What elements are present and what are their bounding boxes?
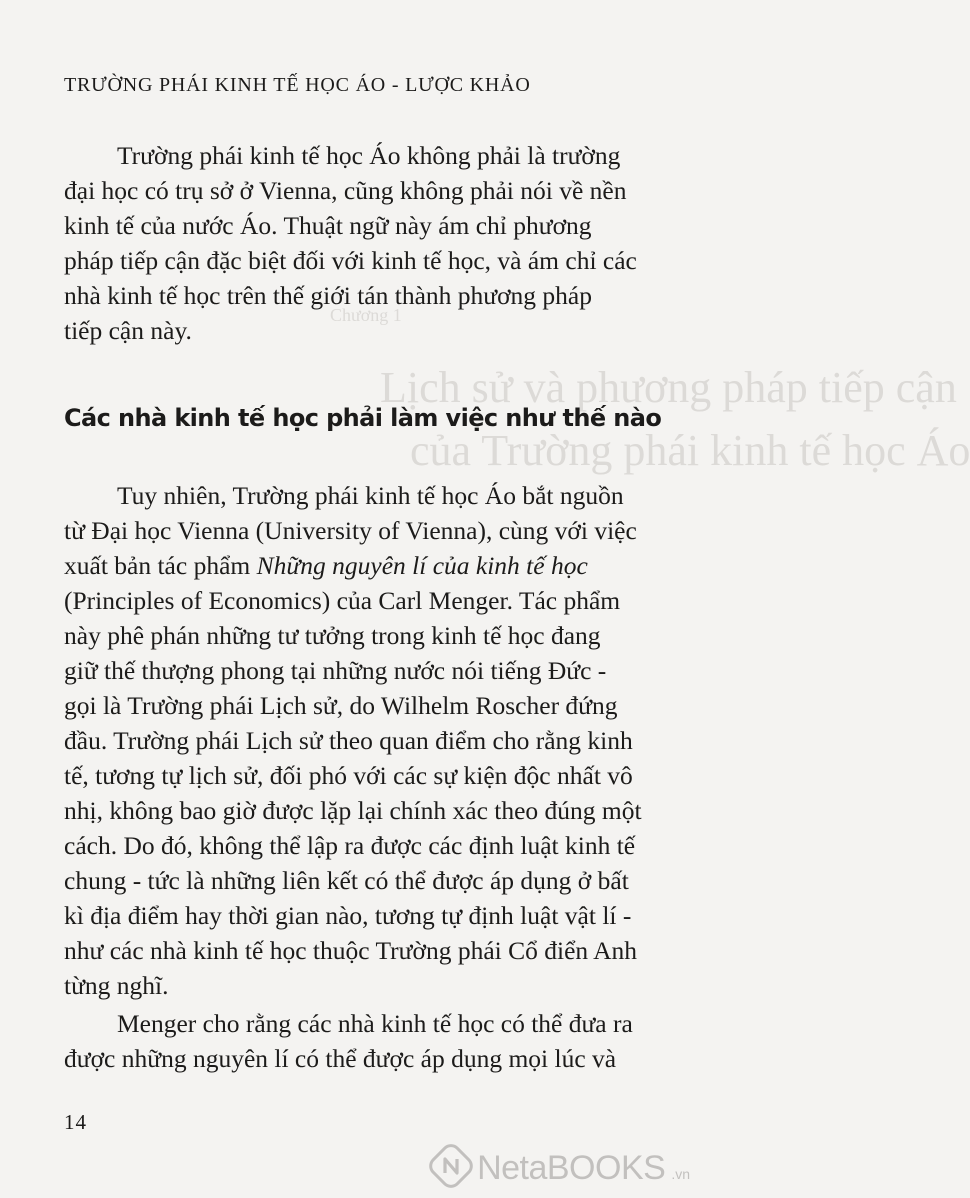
text-line: như các nhà kinh tế học thuộc Trường phái Cổ điển Anh (64, 936, 638, 965)
paragraph-menger (64, 1006, 688, 1076)
text-line: từng nghĩ. (64, 971, 169, 1000)
text-line: Menger cho rằng các nhà kinh tế học có thể đưa ra (117, 1009, 633, 1038)
text-line: được những nguyên lí có thể được áp dụng mọi lúc và (64, 1044, 617, 1073)
text-line: Trường phái kinh tế học Áo không phải là trường (117, 141, 621, 170)
text-line: kì địa điểm hay thời gian nào, tương tự định luật vật lí - (64, 901, 632, 930)
bleed-title-line-1: Lịch sử và phương pháp tiếp cận (380, 363, 957, 412)
text-line: nhị, không bao giờ được lặp lại chính xác theo đúng một (64, 796, 642, 825)
watermark (431, 1146, 690, 1190)
text-line: tiếp cận này. (64, 316, 192, 345)
text-line: pháp tiếp cận đặc biệt đối với kinh tế học, và ám chỉ các (64, 246, 637, 275)
text-line: tế, tương tự lịch sử, đối phó với các sự kiện độc nhất vô (64, 761, 633, 790)
page-number: 14 (64, 1110, 87, 1134)
text-line: chung - tức là những liên kết có thể được áp dụng ở bất (64, 866, 629, 895)
text-line: (Principles of Economics) của Carl Menger. Tác phẩm (64, 586, 621, 615)
bleed-title-line-2: của Trường phái kinh tế học Áo (410, 426, 970, 475)
text-line: cách. Do đó, không thể lập ra được các định luật kinh tế (64, 831, 636, 860)
text-line-prefix: xuất bản tác phẩm (64, 551, 257, 580)
section-heading: Các nhà kinh tế học phải làm việc như thế nào (64, 404, 662, 432)
text-line: từ Đại học Vienna (University of Vienna), cùng với việc (64, 516, 637, 545)
text-line: gọi là Trường phái Lịch sử, do Wilhelm Roscher đứng (64, 691, 618, 720)
text-line: nhà kinh tế học trên thế giới tán thành phương pháp (64, 281, 593, 310)
bleed-chapter-label: Chương 1 (330, 305, 402, 325)
text-line: giữ thế thượng phong tại những nước nói tiếng Đức - (64, 656, 607, 685)
text-line: Tuy nhiên, Trường phái kinh tế học Áo bắt nguồn (117, 481, 624, 510)
watermark-suffix: .vn (671, 1166, 690, 1182)
netabooks-logo-icon (431, 1146, 471, 1190)
paragraph-intro (64, 138, 688, 348)
book-title-italic: Những nguyên lí của kinh tế học (256, 551, 588, 580)
watermark-brand: NetaBOOKS (477, 1148, 666, 1187)
text-line: đầu. Trường phái Lịch sử theo quan điểm cho rằng kinh (64, 726, 633, 755)
paragraph-history (64, 478, 688, 1003)
text-line: đại học có trụ sở ở Vienna, cũng không phải nói về nền (64, 176, 627, 205)
text-line-with-title (64, 548, 688, 583)
text-line: này phê phán những tư tưởng trong kinh tế học đang (64, 621, 601, 650)
running-header: TRƯỜNG PHÁI KINH TẾ HỌC ÁO - LƯỢC KHẢO (64, 74, 531, 96)
text-line: kinh tế của nước Áo. Thuật ngữ này ám chỉ phương (64, 211, 592, 240)
